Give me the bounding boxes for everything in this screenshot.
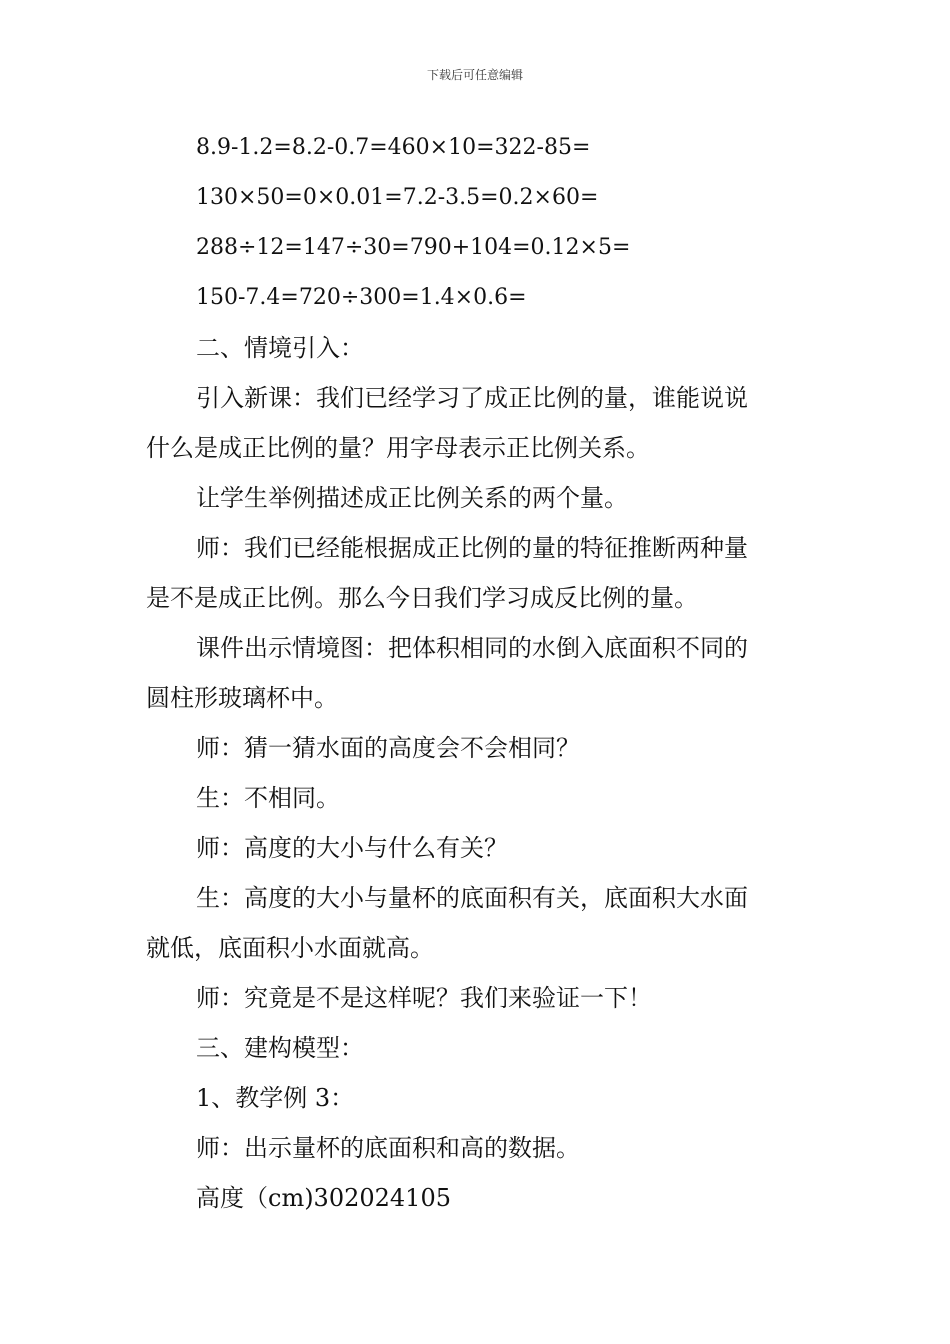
height-data-line: 高度（cm)302024105: [196, 1184, 451, 1212]
example-heading: 1、教学例 3：: [196, 1084, 355, 1112]
paragraph-line: 生：不相同。: [196, 784, 340, 812]
paragraph-line: 让学生举例描述成正比例关系的两个量。: [196, 484, 628, 512]
paragraph-line: 生：高度的大小与量杯的底面积有关，底面积大水面: [196, 884, 748, 912]
arithmetic-line-2: 130×50=0×0.01=7.2-3.5=0.2×60=: [196, 185, 599, 210]
paragraph-line: 引入新课：我们已经学习了成正比例的量，谁能说说: [196, 384, 748, 412]
paragraph-line: 就低，底面积小水面就高。: [146, 934, 434, 962]
section-heading-3: 三、建构模型：: [196, 1034, 364, 1062]
paragraph-line: 师：究竟是不是这样呢？我们来验证一下！: [196, 984, 652, 1012]
paragraph-line: 师：高度的大小与什么有关？: [196, 834, 508, 862]
paragraph-line: 师：出示量杯的底面积和高的数据。: [196, 1134, 580, 1162]
paragraph-line: 师：猜一猜水面的高度会不会相同？: [196, 734, 580, 762]
paragraph-line: 课件出示情境图：把体积相同的水倒入底面积不同的: [196, 634, 748, 662]
paragraph-line: 师：我们已经能根据成正比例的量的特征推断两种量: [196, 534, 748, 562]
arithmetic-line-1: 8.9-1.2=8.2-0.7=460×10=322-85=: [196, 135, 591, 160]
page-header: 下载后可任意编辑: [426, 68, 523, 82]
paragraph-line: 是不是成正比例。那么今日我们学习成反比例的量。: [146, 584, 698, 612]
arithmetic-line-3: 288÷12=147÷30=790+104=0.12×5=: [196, 235, 631, 260]
section-heading-2: 二、情境引入：: [196, 334, 364, 362]
arithmetic-line-4: 150-7.4=720÷300=1.4×0.6=: [196, 285, 527, 310]
paragraph-line: 什么是成正比例的量？用字母表示正比例关系。: [146, 434, 650, 462]
paragraph-line: 圆柱形玻璃杯中。: [146, 684, 338, 712]
